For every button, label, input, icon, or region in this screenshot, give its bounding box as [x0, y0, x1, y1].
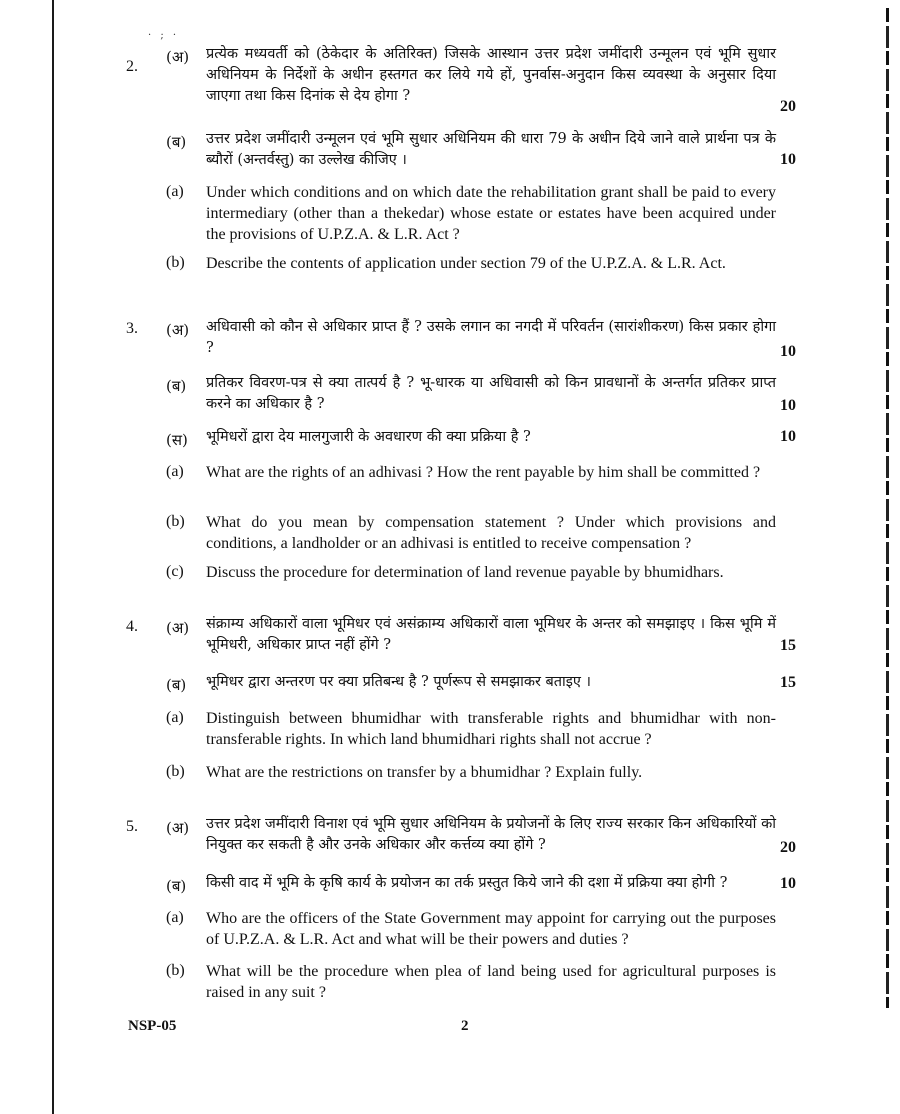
- question-text: What are the restrictions on transfer by a bhumidhar ? Explain fully.: [206, 764, 643, 781]
- question-text: उत्तर प्रदेश जमींदारी उन्मूलन एवं भूमि सुधार अधिनियम की धारा 79 के अधीन दिये जाने वाले प्रार्थना पत्र के ब्यौरों (अन्तर्वस्तु) का उल्लेख कीजिए ।: [206, 131, 776, 168]
- part-label: (अ): [166, 819, 190, 837]
- question-text: संक्राम्य अधिकारों वाला भूमिधर एवं असंक्राम्य अधिकारों वाला भूमिधर के अन्तर को समझाइए । किस भूमि में भूमिधरी, अधिकार प्राप्त नहीं होंगे ?: [206, 616, 776, 653]
- question-number: 2.: [126, 58, 138, 75]
- part-label: (b): [166, 763, 185, 780]
- scan-specks: · ; ·: [148, 30, 180, 41]
- question-text: Under which conditions and on which date the rehabilitation grant shall be paid to every intermediary (other than a thekedar) whose estate or estates have been acquired under the provisions of U.P.Z.A. & L.R. Act ?: [206, 184, 776, 243]
- question-text: Distinguish between bhumidhar with transferable rights and bhumidhar with non-transferable rights. In which land bhumidhari rights shall not accrue ?: [206, 710, 776, 748]
- question-text: उत्तर प्रदेश जमींदारी विनाश एवं भूमि सुधार अधिनियम के प्रयोजनों के लिए राज्य सरकार किन अधिकारियों को नियुक्त कर सकती है और उनके अधिकार और कर्त्तव्य क्या होंगे ?: [206, 816, 776, 853]
- part-label: (a): [166, 463, 184, 480]
- part-label: (a): [166, 909, 184, 926]
- question-text: भूमिधरों द्वारा देय मालगुजारी के अवधारण की क्या प्रक्रिया है ?: [206, 429, 531, 445]
- marks: 10: [780, 343, 796, 360]
- part-label: (अ): [166, 321, 190, 339]
- question-text: अधिवासी को कौन से अधिकार प्राप्त हैं ? उसके लगान का नगदी में परिवर्तन (सारांशीकरण) किस प्रकार होगा ?: [206, 319, 776, 356]
- question-text: भूमिधर द्वारा अन्तरण पर क्या प्रतिबन्ध है ? पूर्णरूप से समझाकर बताइए ।: [206, 674, 592, 690]
- marks: 20: [780, 98, 796, 115]
- question-text: What are the rights of an adhivasi ? How the rent payable by him shall be committed ?: [206, 464, 761, 481]
- part-label: (c): [166, 563, 184, 580]
- marks: 15: [780, 674, 796, 691]
- question-number: 5.: [126, 818, 138, 835]
- part-label: (a): [166, 709, 184, 726]
- part-label: (b): [166, 254, 185, 271]
- marks: 15: [780, 637, 796, 654]
- marks: 10: [780, 428, 796, 445]
- part-label: (ब): [166, 676, 187, 694]
- part-label: (b): [166, 513, 185, 530]
- question-text: What will be the procedure when plea of land being used for agricultural purposes is raised in any suit ?: [206, 963, 776, 1001]
- question-number: 4.: [126, 618, 138, 635]
- scan-right-edge: [886, 8, 889, 1008]
- marks: 10: [780, 397, 796, 414]
- question-text: Describe the contents of application under section 79 of the U.P.Z.A. & L.R. Act.: [206, 255, 726, 272]
- part-label: (अ): [166, 619, 190, 637]
- part-label: (b): [166, 962, 185, 979]
- part-label: (अ): [166, 48, 190, 66]
- marks: 10: [780, 875, 796, 892]
- question-text: किसी वाद में भूमि के कृषि कार्य के प्रयोजन का तर्क प्रस्तुत किये जाने की दशा में प्रक्रिया क्या होगी ?: [206, 875, 728, 891]
- part-label: (a): [166, 183, 184, 200]
- question-text: प्रत्येक मध्यवर्ती को (ठेकेदार के अतिरिक्त) जिसके आस्थान उत्तर प्रदेश जमींदारी उन्मूलन एवं भूमि सुधार अधिनियम के निर्देशों के अधीन हस्तगत कर लिये गये हों, पुनर्वास-अनुदान किस व्यवस्था के अनुसार दिया जाएगा तथा किस दिनांक से देय होगा ?: [206, 46, 776, 104]
- marks: 20: [780, 839, 796, 856]
- question-number: 3.: [126, 320, 138, 337]
- question-text: Who are the officers of the State Government may appoint for carrying out the purposes of U.P.Z.A. & L.R. Act and what will be their powers and duties ?: [206, 910, 776, 948]
- part-label: (ब): [166, 877, 187, 895]
- part-label: (स): [166, 431, 188, 449]
- question-text: What do you mean by compensation statement ? Under which provisions and conditions, a landholder or an adhivasi is entitled to receive compensation ?: [206, 514, 776, 552]
- question-text: Discuss the procedure for determination of land revenue payable by bhumidhars.: [206, 564, 724, 581]
- paper-code: NSP-05: [128, 1018, 177, 1034]
- part-label: (ब): [166, 377, 187, 395]
- question-text: प्रतिकर विवरण-पत्र से क्या तात्पर्य है ? भू-धारक या अधिवासी को किन प्रावधानों के अन्तर्गत प्रतिकर प्राप्त करने का अधिकार है ?: [206, 375, 776, 412]
- marks: 10: [780, 151, 796, 168]
- part-label: (ब): [166, 133, 187, 151]
- scan-left-edge: [52, 0, 54, 1114]
- page-number: 2: [461, 1018, 469, 1034]
